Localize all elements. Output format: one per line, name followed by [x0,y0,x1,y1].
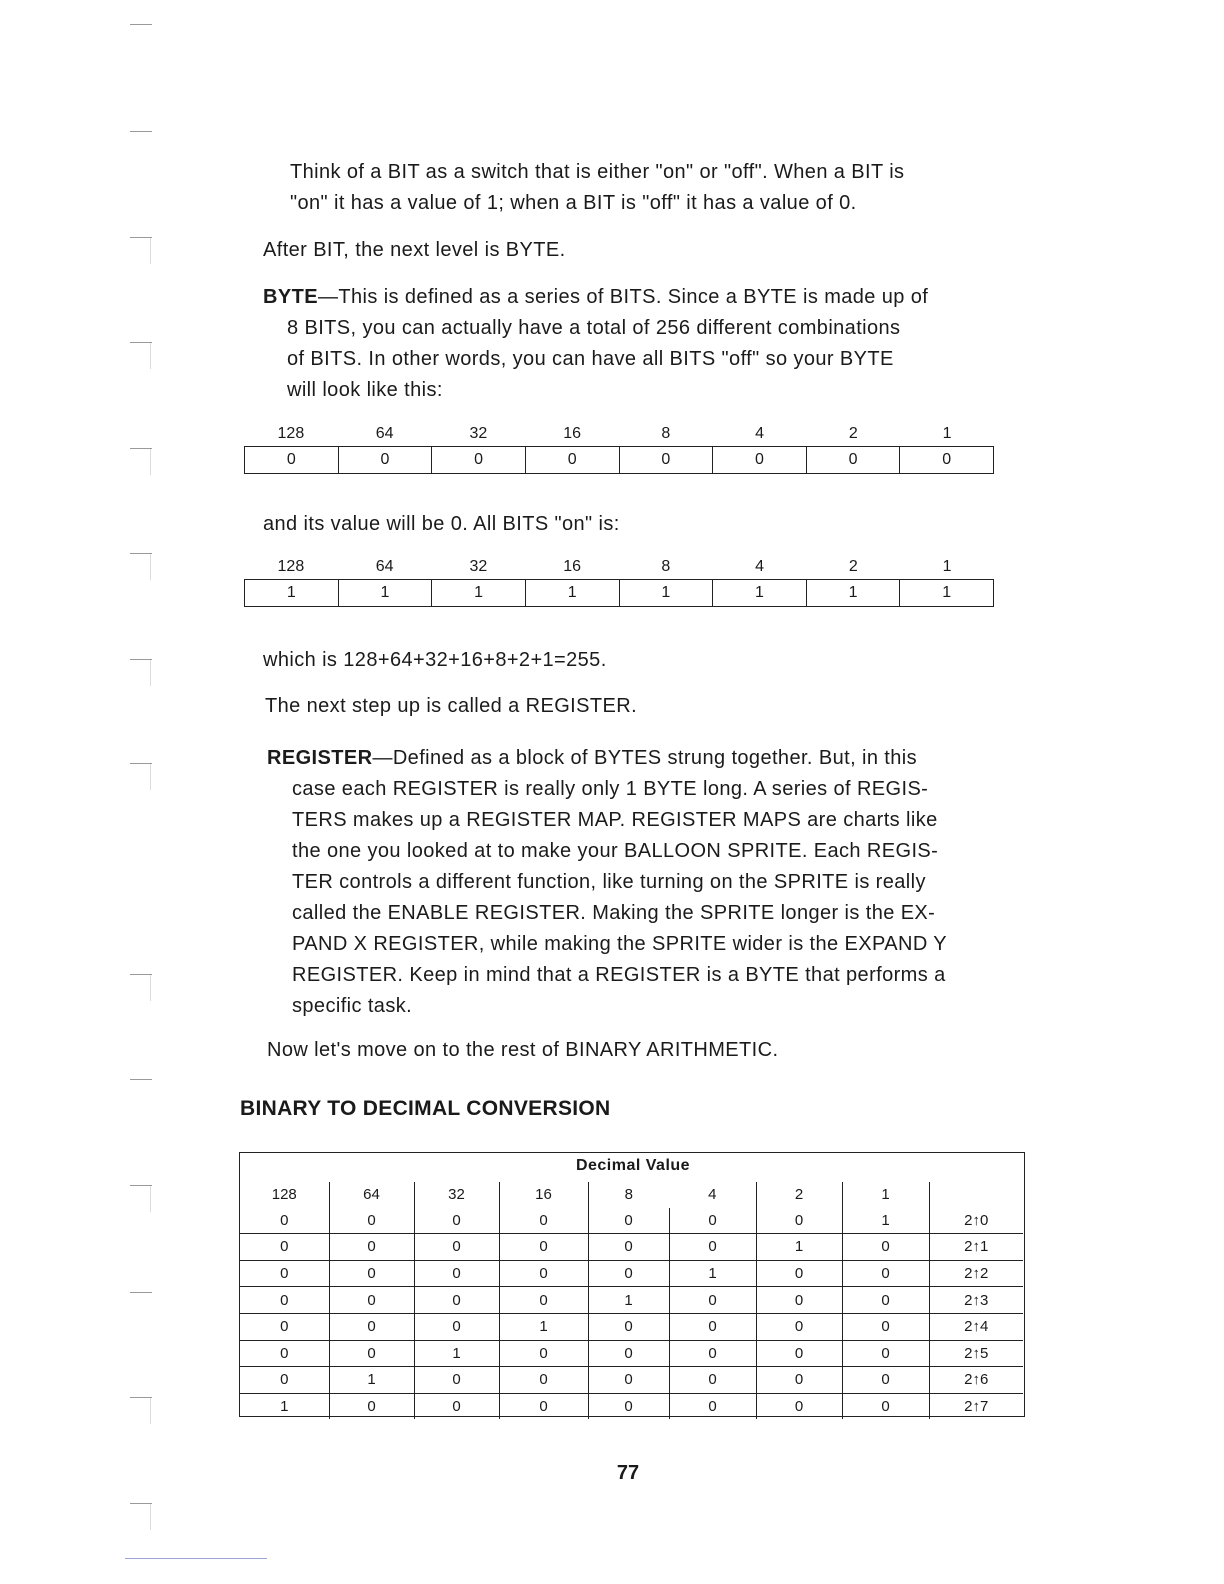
power-of-two-cell: 2↑3 [929,1287,1023,1314]
bit-cell: 1 [756,1234,842,1261]
byte-term: BYTE [263,286,318,308]
table-row [240,1340,1023,1367]
bit-cell: 0 [842,1287,929,1314]
column-header: 2 [756,1182,842,1208]
bit-weight: 16 [563,425,582,442]
bit-cell: 0 [842,1234,929,1261]
bit-cell: 0 [899,447,993,473]
bit-weight: 32 [469,558,488,575]
bit-definition [290,157,1020,219]
register-definition-line-5: TER controls a different function, like turning on the SPRITE is really [292,871,926,893]
bit-cell: 0 [756,1313,842,1340]
bit-weight: 2 [848,558,858,575]
bit-cell: 0 [588,1234,669,1261]
bit-cell: 0 [525,447,619,473]
bit-cell: 1 [525,580,619,606]
column-header: 16 [499,1182,588,1208]
bit-cell: 0 [756,1340,842,1367]
bit-weight: 4 [755,558,765,575]
table-row [240,1208,1023,1234]
power-of-two-cell: 2↑5 [929,1340,1023,1367]
bit-cell: 0 [756,1393,842,1419]
bit-cell: 1 [240,1393,329,1419]
all-off-value-text: and its value will be 0. All BITS "on" is: [263,513,620,535]
register-definition [267,743,1025,1022]
bit-cell: 0 [499,1260,588,1287]
table-row [240,1367,1023,1394]
bit-cell: 0 [588,1260,669,1287]
section-heading: BINARY TO DECIMAL CONVERSION [240,1097,611,1120]
bit-cell: 0 [240,1234,329,1261]
bit-cell: 0 [240,1367,329,1394]
bit-cell: 1 [286,584,296,601]
bit-cell: 0 [240,1287,329,1314]
table-row [240,1393,1023,1419]
bit-cell: 0 [499,1208,588,1234]
bit-cell: 1 [619,580,713,606]
bit-weight: 128 [277,558,305,575]
bit-cell: 0 [240,1260,329,1287]
bit-cell: 0 [669,1367,756,1394]
bit-definition-line-2: "on" it has a value of 1; when a BIT is "off" it has a value of 0. [290,192,857,214]
table-row [240,1260,1023,1287]
binary-decimal-conversion-table [239,1152,1025,1417]
bit-cell: 1 [669,1260,756,1287]
bit-cell: 0 [414,1260,499,1287]
bit-cell: 0 [280,1211,289,1229]
bit-cell: 1 [588,1287,669,1314]
bit-cell: 1 [431,580,525,606]
bit-cell: 0 [338,447,432,473]
bit-cell: 1 [329,1367,414,1394]
bit-cell: 0 [588,1313,669,1340]
power-of-two-cell: 2↑1 [929,1234,1023,1261]
bit-cell: 0 [619,447,713,473]
table-title: Decimal Value [575,1157,691,1174]
column-header: 128 [271,1186,297,1204]
bit-weight: 1 [942,425,952,442]
bit-cell: 0 [756,1287,842,1314]
register-definition-line-8: REGISTER. Keep in mind that a REGISTER is a BYTE that performs a [292,964,946,986]
bit-cell: 0 [499,1367,588,1394]
bit-cell: 1 [338,580,432,606]
bit-weight-labels [244,422,994,446]
register-definition-line-4: the one you looked at to make your BALLOON SPRITE. Each REGIS- [292,840,939,862]
bit-cell: 0 [414,1313,499,1340]
page-number: 77 [616,1462,640,1484]
bit-cell: 1 [842,1208,929,1234]
binder-margin-marks [120,0,160,1584]
bit-cell: 0 [756,1208,842,1234]
bit-weight: 4 [755,425,765,442]
column-header: 1 [842,1182,929,1208]
footer-rule [125,1558,267,1559]
column-header: 64 [329,1182,414,1208]
table-body [240,1208,1023,1420]
bit-cell: 0 [240,1313,329,1340]
bit-cell: 1 [899,580,993,606]
bit-cell: 0 [588,1393,669,1419]
bit-cell: 0 [329,1234,414,1261]
register-definition-line-7: PAND X REGISTER, while making the SPRITE wider is the EXPAND Y [292,933,948,955]
bit-cell: 1 [806,580,900,606]
bit-weight: 2 [848,425,858,442]
bit-cell: 0 [806,447,900,473]
bit-weight: 128 [277,425,305,442]
bit-weight: 8 [661,558,671,575]
bit-cell: 0 [499,1340,588,1367]
bit-cell: 1 [499,1313,588,1340]
bit-cell: 0 [669,1287,756,1314]
byte-definition-line-3: of BITS. In other words, you can have all BITS "off" so your BYTE [287,348,894,370]
bit-cell: 0 [669,1340,756,1367]
bit-cell: 0 [414,1234,499,1261]
bit-cell: 0 [414,1208,499,1234]
bit-cell: 0 [286,451,296,468]
byte-definition [263,282,1023,406]
bit-cell: 0 [329,1393,414,1419]
bit-cell: 0 [329,1208,414,1234]
bit-weight: 64 [375,425,394,442]
bit-cell: 0 [329,1313,414,1340]
table-header-row [240,1182,1023,1208]
bit-weight: 16 [563,558,582,575]
sum-text: which is 128+64+32+16+8+2+1=255. [263,649,607,671]
bit-cell: 1 [712,580,806,606]
bit-cell: 1 [414,1340,499,1367]
bit-cell: 0 [756,1260,842,1287]
table-row [240,1313,1023,1340]
bit-weight: 64 [375,558,394,575]
bit-cell: 0 [240,1340,329,1367]
bit-cell: 0 [669,1208,756,1234]
bit-cell: 0 [588,1208,669,1234]
byte-definition-line-1: —This is defined as a series of BITS. Since a BYTE is made up of [317,286,929,308]
bit-cell: 0 [842,1367,929,1394]
table-row [240,1234,1023,1261]
register-term: REGISTER [267,747,373,769]
bit-cell: 0 [588,1367,669,1394]
bit-weight-labels [244,555,994,579]
bit-cell: 0 [414,1393,499,1419]
bit-cell: 0 [669,1393,756,1419]
byte-all-off-table [244,422,994,474]
register-definition-line-9: specific task. [292,995,413,1017]
bit-cell: 0 [712,447,806,473]
bit-cell: 0 [431,447,525,473]
bit-cell: 0 [669,1313,756,1340]
bit-cell: 0 [499,1393,588,1419]
bit-cell: 0 [329,1340,414,1367]
bit-definition-line-1: Think of a BIT as a switch that is either "on" or "off". When a BIT is [290,161,905,183]
byte-all-on-table [244,555,994,607]
power-of-two-cell: 2↑4 [929,1313,1023,1340]
bit-weight: 8 [661,425,671,442]
power-header [929,1182,1023,1208]
bit-cell: 0 [842,1340,929,1367]
register-definition-line-3: TERS makes up a REGISTER MAP. REGISTER MAPS are charts like [292,809,938,831]
bit-cell: 0 [414,1287,499,1314]
bit-cell: 0 [588,1340,669,1367]
next-step-text: The next step up is called a REGISTER. [265,695,638,717]
bit-value-row [244,446,994,474]
conversion-grid [240,1182,1023,1419]
byte-definition-line-4: will look like this: [287,379,443,401]
column-header: 8 [588,1182,669,1208]
byte-definition-line-2: 8 BITS, you can actually have a total of 256 different combinations [287,317,901,339]
register-definition-line-2: case each REGISTER is really only 1 BYTE long. A series of REGIS- [292,778,929,800]
bit-value-row [244,579,994,607]
bit-cell: 0 [499,1234,588,1261]
power-of-two-cell: 2↑2 [929,1260,1023,1287]
column-header: 32 [414,1182,499,1208]
power-of-two-cell: 2↑0 [929,1208,1023,1234]
bit-cell: 0 [329,1260,414,1287]
after-bit-text: After BIT, the next level is BYTE. [263,239,566,261]
move-on-text: Now let's move on to the rest of BINARY ARITHMETIC. [267,1039,779,1061]
power-of-two-cell: 2↑6 [929,1367,1023,1394]
bit-cell: 0 [842,1393,929,1419]
bit-cell: 0 [756,1367,842,1394]
bit-cell: 0 [329,1287,414,1314]
bit-cell: 0 [842,1260,929,1287]
bit-cell: 0 [499,1287,588,1314]
column-header: 4 [708,1186,717,1204]
bit-weight: 32 [469,425,488,442]
bit-cell: 0 [669,1234,756,1261]
bit-weight: 1 [942,558,952,575]
table-row [240,1287,1023,1314]
register-definition-line-6: called the ENABLE REGISTER. Making the SPRITE longer is the EX- [292,902,936,924]
bit-cell: 0 [414,1367,499,1394]
register-definition-line-1: —Defined as a block of BYTES strung together. But, in this [372,747,918,769]
power-of-two-cell: 2↑7 [929,1393,1023,1419]
bit-cell: 0 [842,1313,929,1340]
